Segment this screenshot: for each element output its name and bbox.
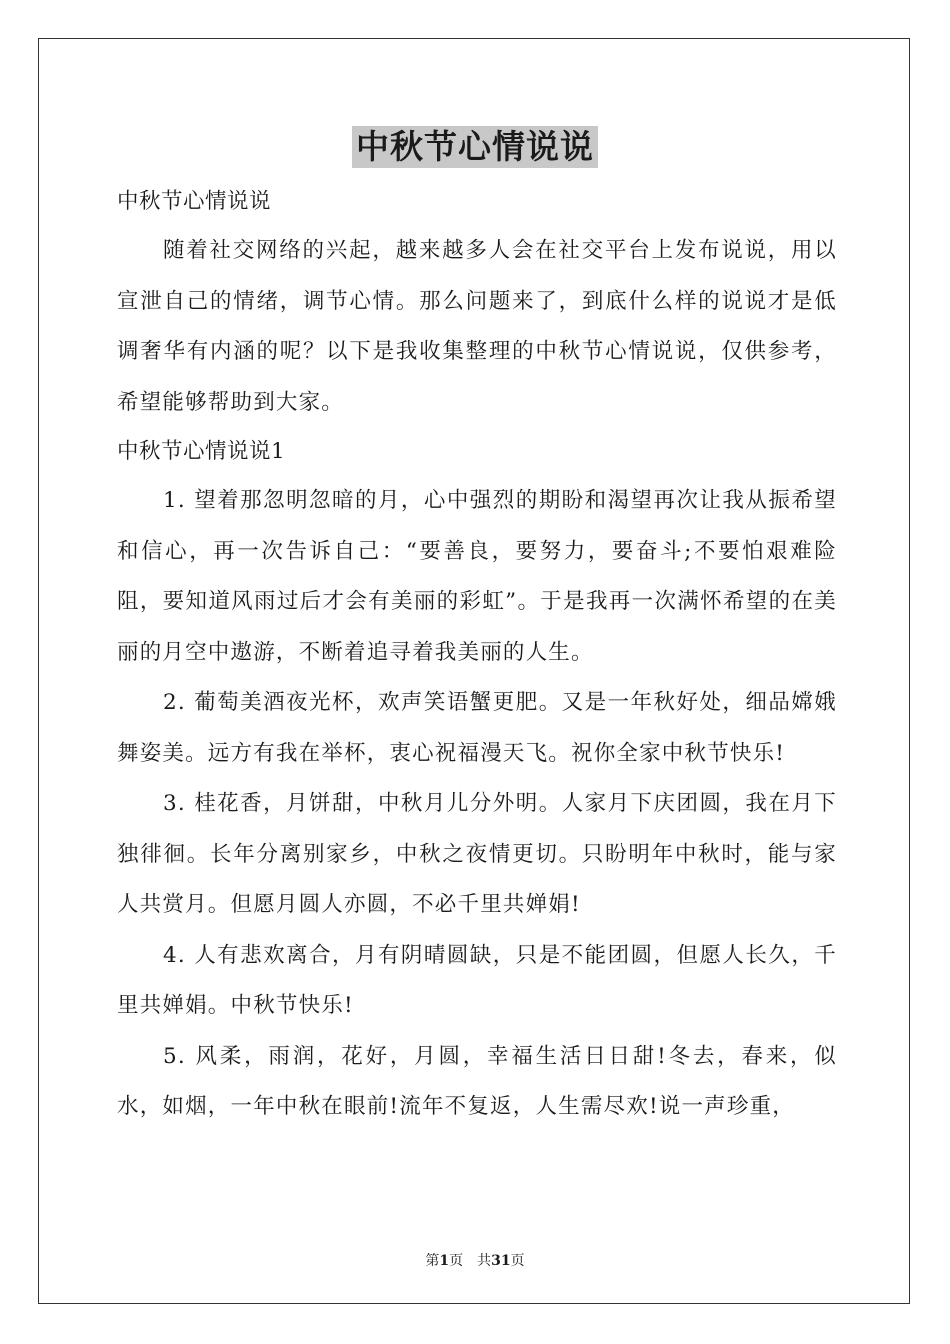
section-heading: 中秋节心情说说1 [117, 439, 286, 464]
document-title: 中秋节心情说说 [352, 126, 598, 168]
footer-page-number: 1 [439, 1253, 450, 1269]
footer-total-pages: 31 [491, 1253, 511, 1269]
subtitle: 中秋节心情说说 [117, 189, 272, 214]
document-body [117, 178, 837, 1133]
list-item: 4. 人有悲欢离合，月有阴晴圆缺，只是不能团圆，但愿人长久，千里共婵娟。中秋节快乐! [117, 942, 837, 1018]
page-footer [0, 1250, 950, 1270]
list-item: 3. 桂花香，月饼甜，中秋月儿分外明。人家月下庆团圆，我在月下独徘徊。长年分离别家乡，中秋之夜情更切。只盼明年中秋时，能与家人共赏月。但愿月圆人亦圆，不必千里共婵娟! [117, 791, 837, 917]
intro-paragraph: 随着社交网络的兴起，越来越多人会在社交平台上发布说说，用以宣泄自己的情绪，调节心情。那么问题来了，到底什么样的说说才是低调奢华有内涵的呢？以下是我收集整理的中秋节心情说说，仅供参考，希望能够帮助到大家。 [117, 238, 837, 415]
list-item: 1. 望着那忽明忽暗的月，心中强烈的期盼和渴望再次让我从振希望和信心，再一次告诉自己：“要善良，要努力，要奋斗;不要怕艰难险阻，要知道风雨过后才会有美丽的彩虹”。于是我再一次满怀希望的在美丽的月空中遨游，不断着追寻着我美丽的人生。 [117, 488, 837, 665]
footer-mid: 页 共 [449, 1253, 492, 1269]
footer-prefix: 第 [425, 1253, 440, 1269]
list-item: 2. 葡萄美酒夜光杯，欢声笑语蟹更肥。又是一年秋好处，细品嫦娥舞姿美。远方有我在举杯，衷心祝福漫天飞。祝你全家中秋节快乐! [117, 690, 837, 766]
title-container [0, 126, 950, 168]
list-item: 5. 风柔，雨润，花好，月圆，幸福生活日日甜!冬去，春来，似水，如烟，一年中秋在眼前!流年不复返，人生需尽欢!说一声珍重， [117, 1043, 837, 1119]
footer-suffix: 页 [510, 1253, 525, 1269]
